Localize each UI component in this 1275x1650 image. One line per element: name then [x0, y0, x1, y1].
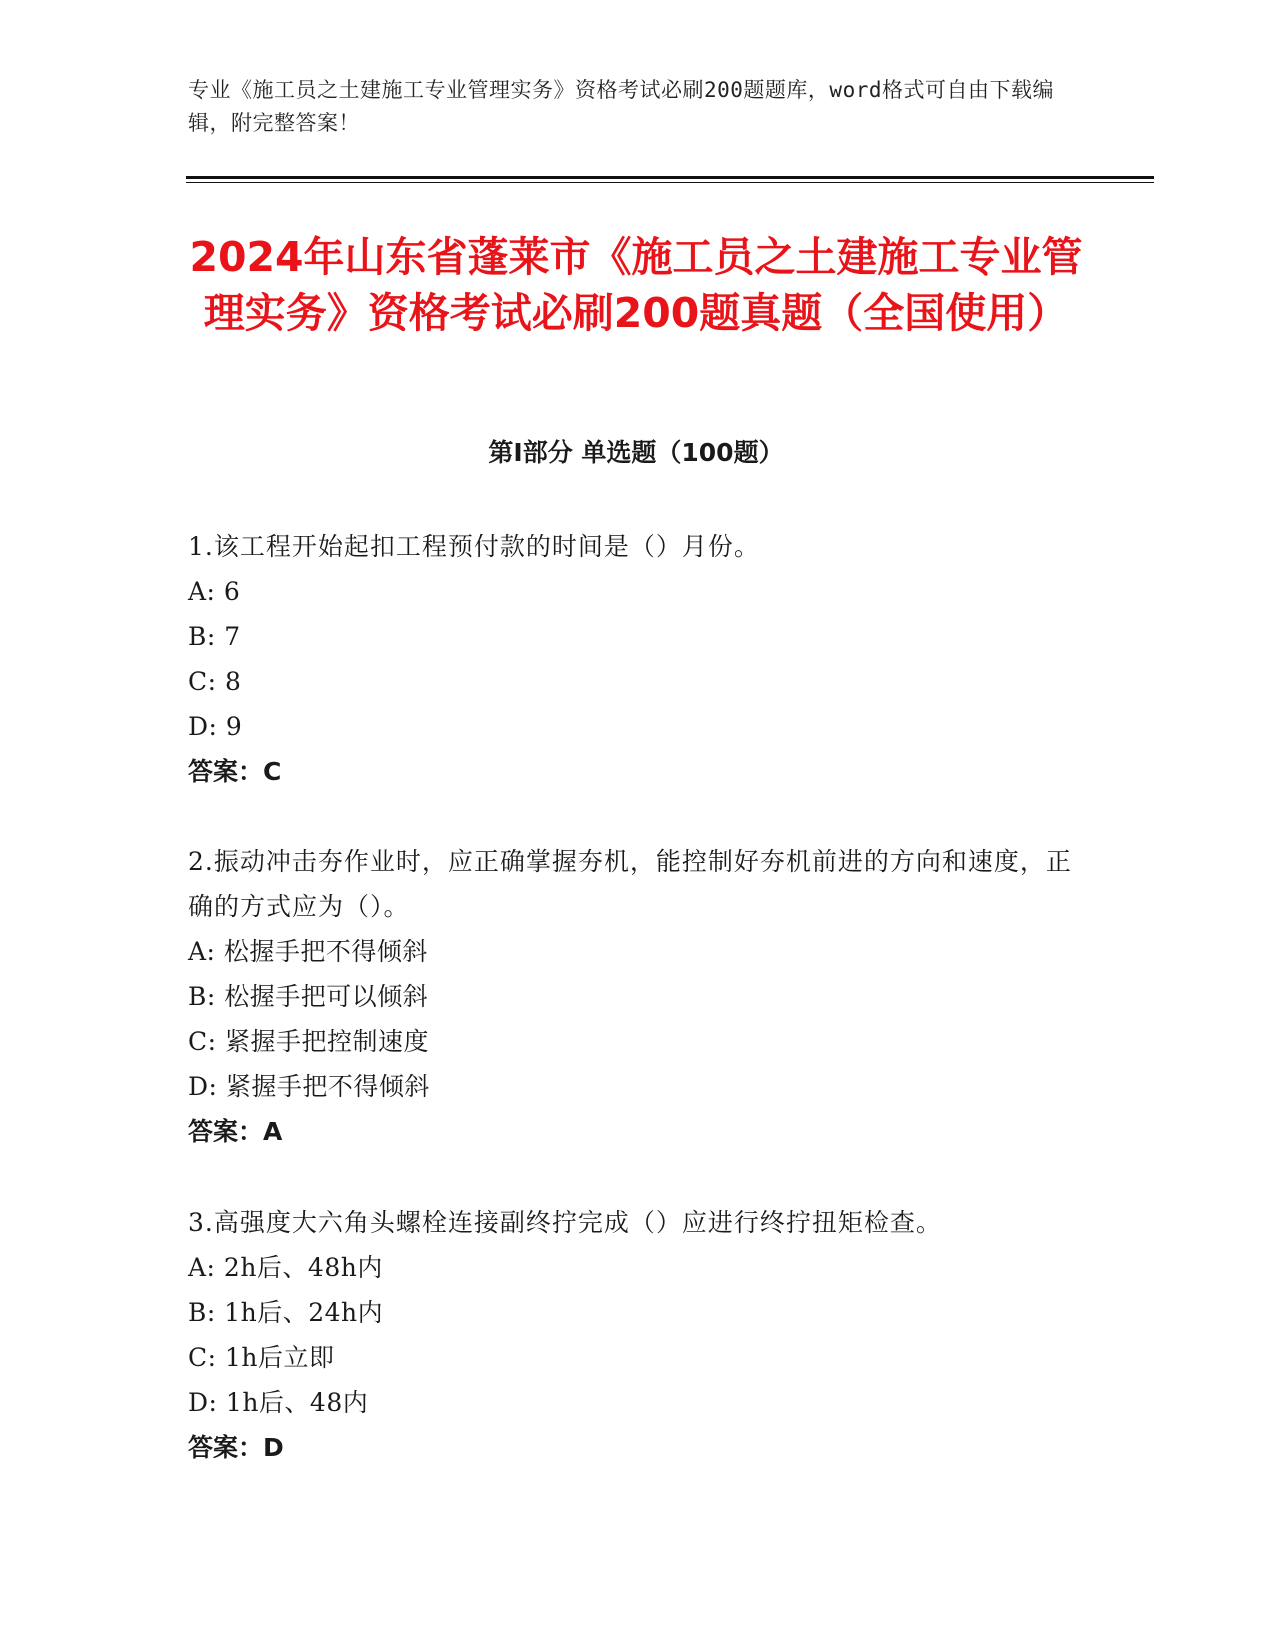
option-d: D: 紧握手把不得倾斜	[188, 1072, 430, 1101]
option-c: C: 1h后立即	[188, 1343, 335, 1372]
option-a: A: 松握手把不得倾斜	[188, 937, 428, 966]
question-block	[188, 524, 1088, 794]
section-title: 第Ⅰ部分 单选题（100题）	[488, 438, 784, 467]
header-rule-thick	[186, 176, 1154, 179]
option-a: A: 2h后、48h内	[188, 1253, 383, 1282]
question-stem: 2.振动冲击夯作业时，应正确掌握夯机，能控制好夯机前进的方向和速度，正确的方式应为（）。	[188, 847, 1072, 921]
question-stem: 3.高强度大六角头螺栓连接副终拧完成（）应进行终拧扭矩检查。	[188, 1208, 942, 1237]
answer: 答案：C	[188, 757, 282, 786]
document-title: 2024年山东省蓬莱市《施工员之土建施工专业管理实务》资格考试必刷200题真题（全国使用）	[189, 233, 1083, 337]
question-block	[188, 839, 1088, 1154]
header-note: 专业《施工员之土建施工专业管理实务》资格考试必刷200题题库，word格式可自由下载编辑，附完整答案！	[188, 78, 1054, 135]
header-rule-thin	[186, 182, 1154, 183]
answer: 答案：A	[188, 1117, 283, 1146]
option-a: A: 6	[188, 577, 241, 606]
option-b: B: 松握手把可以倾斜	[188, 982, 429, 1011]
question-block	[188, 1200, 1088, 1470]
answer: 答案：D	[188, 1433, 284, 1462]
option-d: D: 1h后、48内	[188, 1388, 369, 1417]
option-b: B: 7	[188, 622, 241, 651]
question-stem: 1.该工程开始起扣工程预付款的时间是（）月份。	[188, 532, 760, 561]
option-c: C: 紧握手把控制速度	[188, 1027, 429, 1056]
option-b: B: 1h后、24h内	[188, 1298, 384, 1327]
option-d: D: 9	[188, 712, 243, 741]
option-c: C: 8	[188, 667, 242, 696]
